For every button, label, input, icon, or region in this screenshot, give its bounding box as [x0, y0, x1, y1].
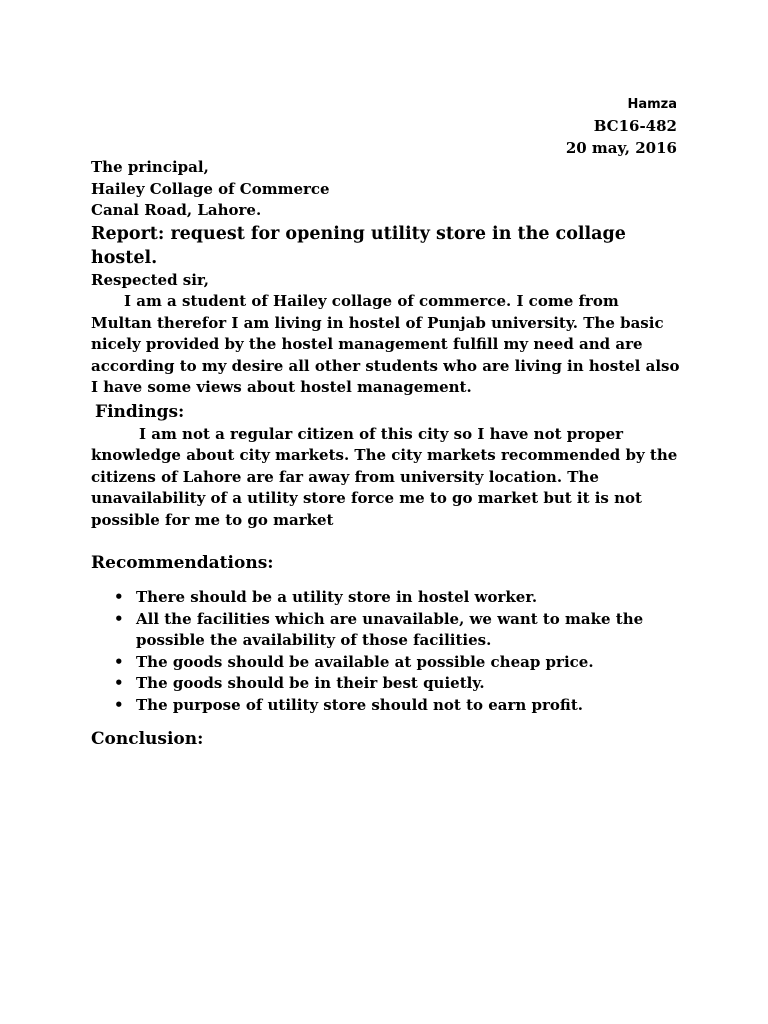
- list-item-text: There should be a utility store in hostel worker.: [136, 588, 538, 606]
- bullet-icon: •: [114, 588, 124, 606]
- sender-name: Hamza: [627, 97, 677, 112]
- recommendations-list: [91, 587, 681, 716]
- list-item-text: The goods should be in their best quietly.: [136, 674, 485, 692]
- bullet-icon: •: [114, 695, 124, 714]
- bullet-icon: •: [114, 609, 124, 628]
- list-item-text: The goods should be available at possible cheap price.: [136, 652, 594, 671]
- sender-block: [566, 95, 677, 159]
- bullet-icon: •: [114, 652, 124, 671]
- list-item: [91, 587, 681, 609]
- recipient-line-1: The principal,: [91, 158, 209, 176]
- sender-roll-number: BC16-482: [593, 117, 677, 135]
- recipient-line-3: Canal Road, Lahore.: [91, 201, 262, 219]
- letter-body: [91, 157, 681, 751]
- list-item-text: The purpose of utility store should not to earn profit.: [136, 695, 583, 714]
- list-item: [91, 695, 681, 717]
- list-item: [91, 673, 681, 695]
- bullet-icon: •: [114, 674, 124, 692]
- conclusion-heading: Conclusion:: [91, 729, 204, 749]
- recommendations-heading: Recommendations:: [91, 553, 274, 573]
- list-item: [91, 652, 681, 674]
- findings-paragraph: I am not a regular citizen of this city so I have not proper knowledge about city markets. The city markets recommended by the citizens of Lahore are far away from university location. The unavailability of a utility store force me to go market but it is not possible for me to go market: [91, 424, 678, 529]
- list-item: [91, 609, 681, 652]
- list-item-text: All the facilities which are unavailable, we want to make the possible the availability of those facilities.: [136, 609, 644, 649]
- recipient-line-2: Hailey Collage of Commerce: [91, 179, 330, 198]
- intro-paragraph: I am a student of Hailey collage of commerce. I come from Multan therefor I am living in hostel of Punjab university. The basic nicely provided by the hostel management fulfill my need and are according to my desire all other students who are living in hostel also I have some views about hostel management.: [91, 292, 680, 396]
- letter-date: 20 may, 2016: [565, 139, 677, 157]
- salutation: Respected sir,: [91, 270, 209, 289]
- subject-line: Report: request for opening utility store in the collage hostel.: [91, 223, 626, 268]
- findings-heading: Findings:: [95, 401, 185, 422]
